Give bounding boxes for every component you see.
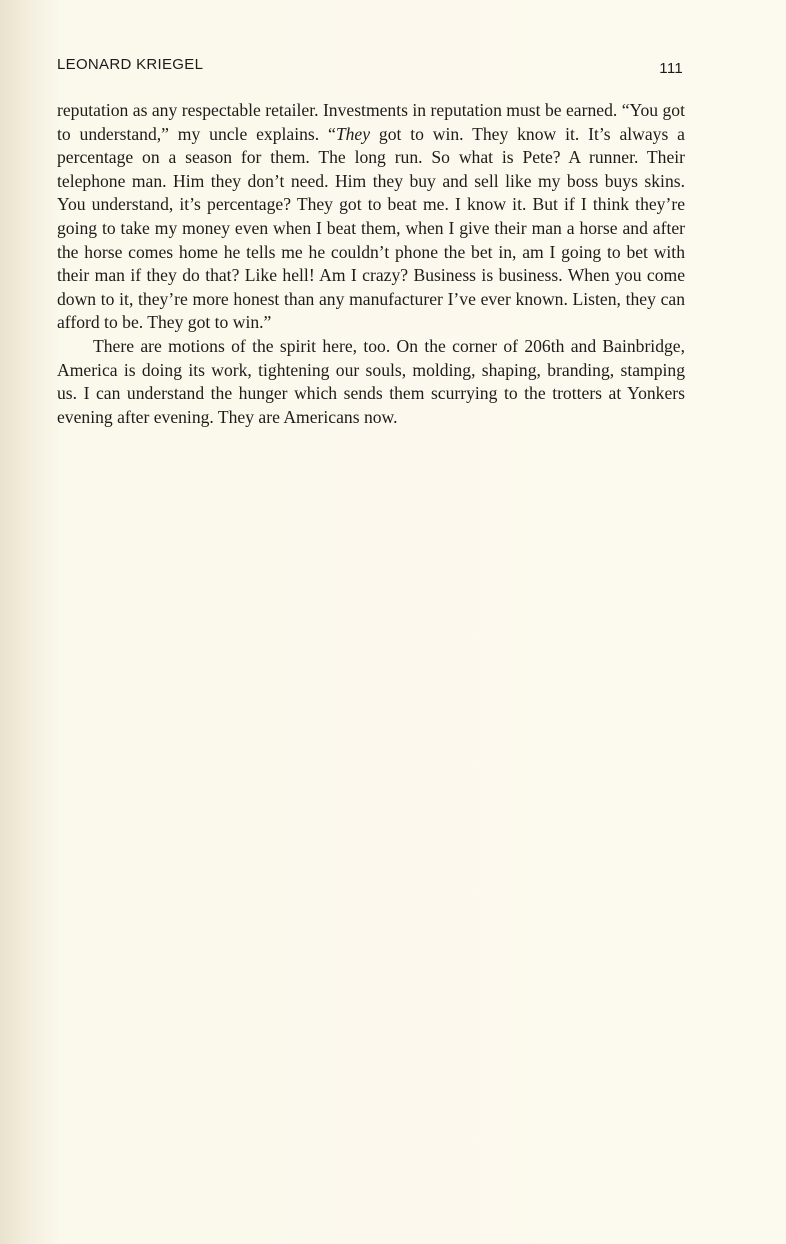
running-head bbox=[57, 56, 683, 78]
paragraph-1-segment-3: got to win. They know it. It’s always a percentage on a season for them. The long run. So what is Pete? A runner. Their telephone man. Him they don’t need. Him they buy and sell like my boss buys skins. You understand, it’s percentage? They got to beat me. I know it. But if I think they’re going to take my money even when I beat them, when I give their man a horse and after the horse comes home he tells me he couldn’t phone the bet in, am I going to bet with their man if they do that? Like hell! Am I crazy? Business is business. When you come down to it, they’re more honest than any manufacturer I’ve ever known. Listen, they can afford to be. They got to win.” bbox=[57, 123, 685, 333]
paragraph-1-emphasis-they: They bbox=[335, 123, 371, 144]
page-number: 111 bbox=[659, 60, 683, 77]
paragraph-2 bbox=[57, 335, 685, 429]
paragraph-2-segment-1: There are motions of the spirit here, too. On the corner of 206th and Bainbridge, America is doing its work, tightening our souls, molding, shaping, branding, stamping us. I can understand the hunger which sends them scurrying to the trotters at Yonkers evening after evening. They are Americans now. bbox=[57, 335, 685, 427]
running-head-author: LEONARD KRIEGEL bbox=[57, 56, 204, 73]
paragraph-1-segment-1: reputation as any respectable retailer. Investments in reputation must be earned. “You got to understand,” my uncle explains. “ bbox=[57, 100, 685, 144]
paragraph-1 bbox=[57, 99, 685, 335]
body-text bbox=[57, 99, 685, 429]
